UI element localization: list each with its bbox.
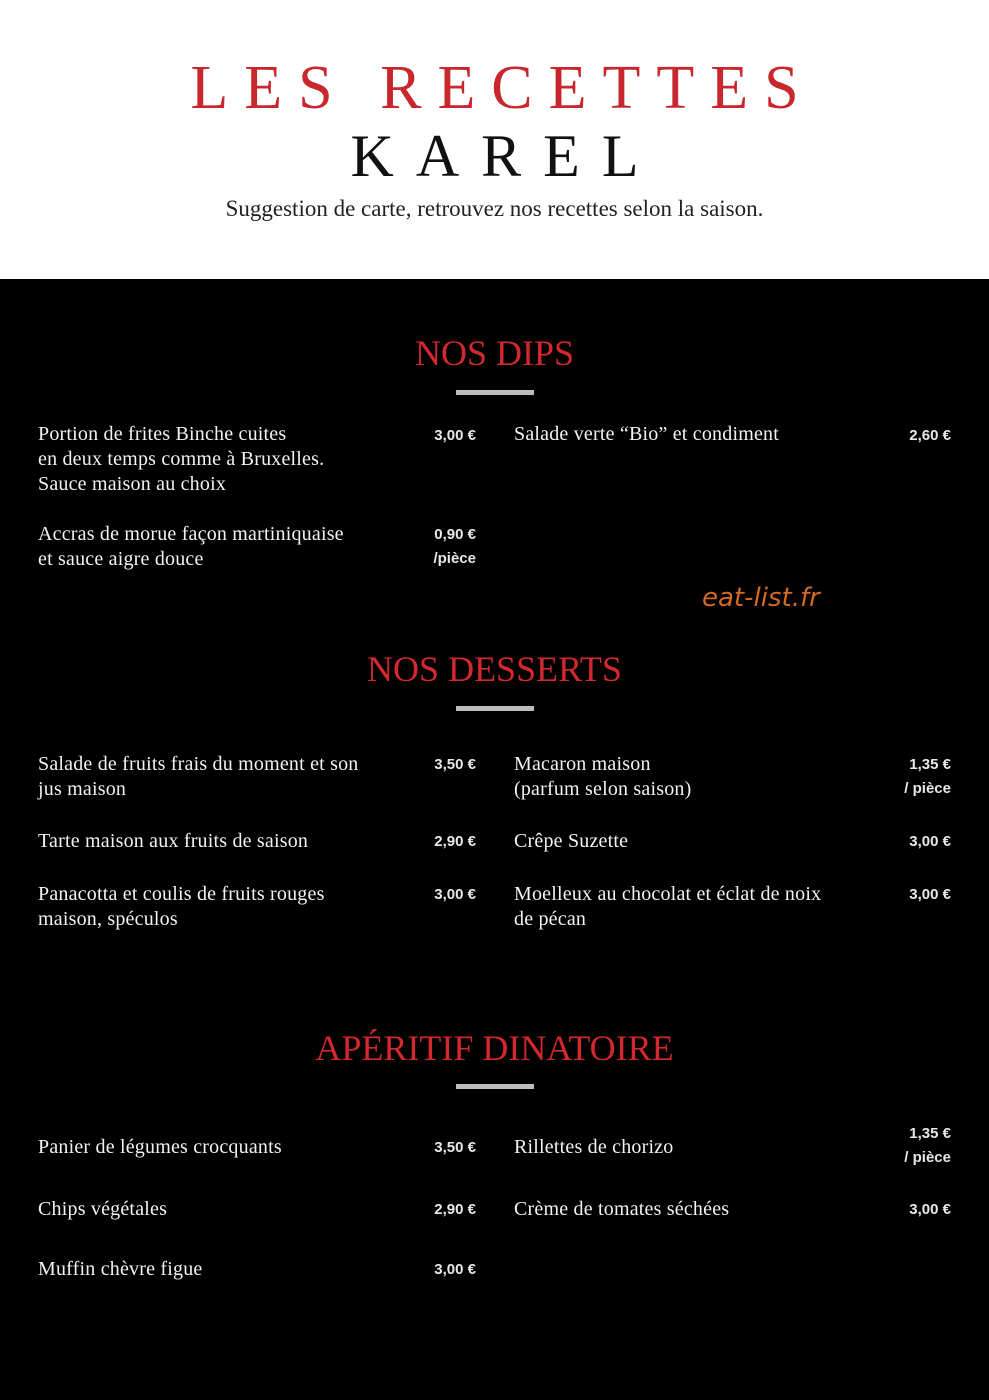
menu-item-name: Salade de fruits frais du moment et son jus maison	[38, 753, 359, 800]
menu-item-price: 2,90 €	[434, 833, 476, 850]
menu-item-price: 3,00 €	[434, 1261, 476, 1278]
menu-item-price: 2,90 €	[434, 1201, 476, 1218]
section-divider	[456, 1084, 534, 1089]
menu-item-name: Portion de frites Binche cuites en deux temps comme à Bruxelles. Sauce maison au choix	[38, 423, 325, 495]
tagline: Suggestion de carte, retrouvez nos recettes selon la saison.	[225, 196, 764, 221]
section-title-aperitif: APÉRITIF DINATOIRE	[315, 1028, 674, 1068]
menu-item-name: Chips végétales	[38, 1198, 168, 1220]
menu-item-price: 0,90 € /pièce	[433, 526, 476, 567]
menu-item-price: 3,00 €	[909, 833, 951, 850]
section-title-desserts: NOS DESSERTS	[367, 649, 622, 689]
section-divider	[456, 390, 534, 395]
section-title-dips: NOS DIPS	[414, 333, 575, 373]
menu-item-price: 3,50 €	[434, 1139, 476, 1156]
menu-item-name: Moelleux au chocolat et éclat de noix de pécan	[514, 883, 822, 930]
menu-item-name: Salade verte “Bio” et condiment	[514, 423, 779, 445]
menu-item-price: 3,00 €	[434, 886, 476, 903]
menu-item-name: Crème de tomates séchées	[514, 1198, 730, 1220]
menu-item-name: Rillettes de chorizo	[514, 1136, 674, 1158]
brand-title: LES RECETTES	[190, 54, 815, 122]
menu-item-price: 1,35 € / pièce	[904, 756, 951, 797]
menu-item-price: 3,50 €	[434, 756, 476, 773]
brand-subtitle: KAREL	[350, 123, 661, 189]
menu-item-price: 3,00 €	[909, 886, 951, 903]
menu-item-price: 3,00 €	[434, 427, 476, 444]
header	[0, 0, 989, 279]
menu-item-name: Crêpe Suzette	[514, 830, 629, 852]
menu-item-name: Tarte maison aux fruits de saison	[38, 830, 309, 852]
menu-item-name: Accras de morue façon martiniquaise et sauce aigre douce	[38, 523, 344, 570]
menu-item-price: 1,35 € / pièce	[904, 1125, 951, 1166]
menu-item-name: Panacotta et coulis de fruits rouges maison, spéculos	[38, 883, 325, 930]
menu-item-name: Macaron maison (parfum selon saison)	[514, 753, 692, 800]
menu-item-price: 2,60 €	[909, 427, 951, 444]
watermark: eat-list.fr	[702, 583, 820, 613]
menu-item-name: Muffin chèvre figue	[38, 1258, 203, 1280]
section-divider	[456, 706, 534, 711]
menu-item-price: 3,00 €	[909, 1201, 951, 1218]
menu-item-name: Panier de légumes crocquants	[38, 1136, 282, 1158]
